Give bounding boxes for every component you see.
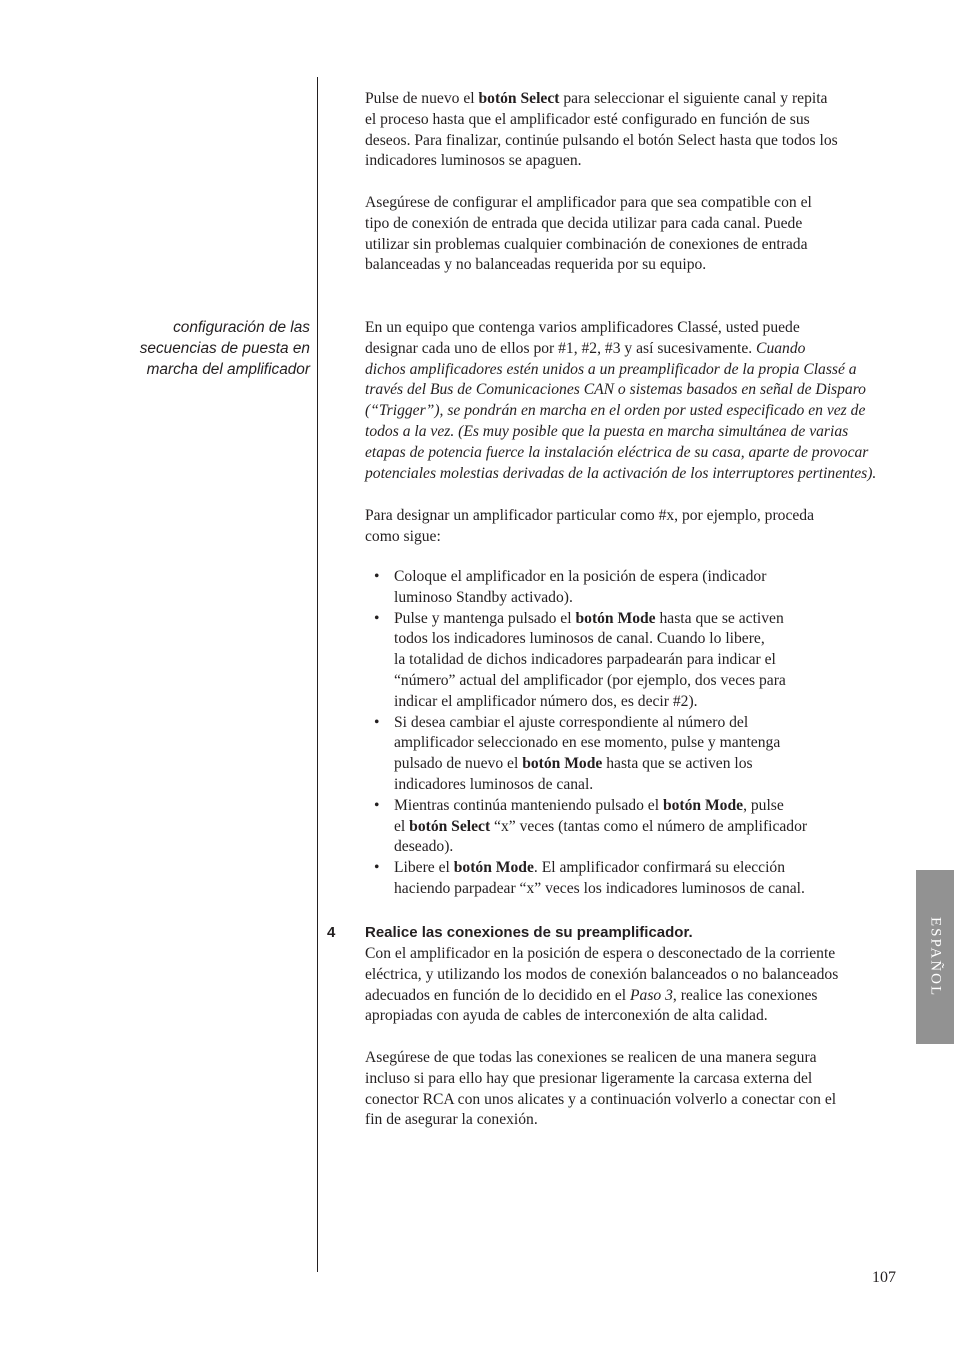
paragraph-secure-connections xyxy=(365,1048,885,1131)
text-line: Con el amplificador en la posición de espera o desconectado de la corriente xyxy=(365,945,836,962)
paragraph-connections xyxy=(365,944,885,1027)
text-run: adecuados en función de lo decidido en el xyxy=(365,986,630,1004)
bold-term: botón Select xyxy=(409,817,491,835)
text-run: hasta que se activen xyxy=(655,609,784,627)
text-line: la totalidad de dichos indicadores parpadearán para indicar el xyxy=(394,651,776,669)
list-item xyxy=(365,713,885,796)
text-line: eléctrica, y utilizando los modos de conexión balanceados o no balanceados xyxy=(365,965,839,983)
text-line: apropiadas con ayuda de cables de interconexión de alta calidad. xyxy=(365,1007,768,1025)
text-line: utilizar sin problemas cualquier combinación de conexiones de entrada xyxy=(365,235,808,253)
text-run: hasta que se activen los xyxy=(602,755,753,773)
text-run: para seleccionar el siguiente canal y repita xyxy=(559,90,828,107)
step-heading: Realice las conexiones de su preamplificador. xyxy=(365,924,693,941)
text-line xyxy=(394,817,885,838)
italic-line: través del Bus de Comunicaciones CAN o sistemas basados en señal de Disparo xyxy=(365,381,866,399)
text-run: Mientras continúa manteniendo pulsado el xyxy=(394,796,663,814)
text-line: En un equipo que contenga varios amplificadores Classé, usted puede xyxy=(365,319,800,336)
text-line: luminoso Standby activado). xyxy=(394,588,573,606)
italic-line: (“Trigger”), se pondrán en marcha en el orden por usted especificado en vez de xyxy=(365,402,866,420)
section-sidehead xyxy=(90,318,310,380)
paragraph-amplifier-numbering xyxy=(365,318,885,484)
bold-term: botón Mode xyxy=(522,755,603,773)
text-line: deseado). xyxy=(394,838,454,856)
bullet-icon: • xyxy=(374,713,380,731)
text-run: , realice las conexiones xyxy=(672,986,818,1004)
text-line xyxy=(365,986,885,1007)
text-run: . El amplificador confirmará su elección xyxy=(533,859,786,877)
text-run: Pulse de nuevo el xyxy=(365,90,479,107)
text-line: balanceadas y no balanceadas requerida por su equipo. xyxy=(365,256,707,274)
bullet-icon: • xyxy=(374,796,380,814)
bold-term: botón Mode xyxy=(453,859,534,877)
procedure-bullet-list xyxy=(365,567,885,900)
bullet-icon: • xyxy=(374,859,380,877)
list-item xyxy=(365,796,885,858)
bullet-icon: • xyxy=(374,568,380,585)
text-line: haciendo parpadear “x” veces los indicadores luminosos de canal. xyxy=(394,879,805,897)
text-line xyxy=(365,339,885,360)
text-line xyxy=(365,89,885,110)
paragraph-select-button xyxy=(365,89,885,172)
text-line: amplificador seleccionado en ese momento, pulse y mantenga xyxy=(394,734,781,752)
language-tab xyxy=(916,870,954,1044)
text-line: el proceso hasta que el amplificador esté configurado en función de sus xyxy=(365,110,810,128)
list-item xyxy=(365,858,885,900)
text-run: el xyxy=(394,817,410,835)
text-line: deseos. Para finalizar, continúe pulsando el botón Select hasta que todos los xyxy=(365,131,838,149)
text-line: indicadores luminosos se apaguen. xyxy=(365,152,582,170)
text-run: pulsado de nuevo el xyxy=(394,755,523,773)
italic-run: Cuando xyxy=(756,339,806,357)
step-number: 4 xyxy=(327,924,336,941)
language-tab-label: ESPAÑOL xyxy=(927,916,944,998)
text-line: Coloque el amplificador en la posición de espera (indicador xyxy=(394,568,767,585)
bold-term: botón Select xyxy=(478,90,560,107)
text-line: fin de asegurar la conexión. xyxy=(365,1111,538,1129)
text-line: como sigue: xyxy=(365,527,441,545)
paragraph-designate-intro xyxy=(365,506,885,548)
vertical-rule xyxy=(317,77,318,1272)
text-line: “número” actual del amplificador (por ejemplo, dos veces para xyxy=(394,671,786,689)
text-line: Si desea cambiar el ajuste correspondiente al número del xyxy=(394,713,749,731)
italic-line: etapas de potencia fuerce la instalación eléctrica de su casa, aparte de provocar xyxy=(365,443,869,461)
text-line xyxy=(394,754,885,775)
paragraph-input-compatibility xyxy=(365,193,885,276)
text-run: designar cada uno de ellos por #1, #2, #3 y así sucesivamente. xyxy=(365,339,757,357)
text-run: Pulse y mantenga pulsado el xyxy=(394,609,576,627)
text-line: conector RCA con unos alicates y a continuación volverlo a conectar con el xyxy=(365,1090,837,1108)
text-line: indicar el amplificador número dos, es decir #2). xyxy=(394,692,698,710)
italic-line: todos a la vez. (Es muy posible que la puesta en marcha simultánea de varias xyxy=(365,422,849,440)
sidehead-line: secuencias de puesta en xyxy=(139,339,310,357)
bullet-icon: • xyxy=(374,609,380,627)
sidehead-line: configuración de las xyxy=(173,319,310,336)
italic-run: Paso 3 xyxy=(630,986,673,1004)
list-item xyxy=(365,609,885,713)
text-line xyxy=(394,858,885,879)
page-number: 107 xyxy=(872,1269,896,1286)
bold-term: botón Mode xyxy=(662,796,744,814)
text-line: Asegúrese de configurar el amplificador para que sea compatible con el xyxy=(365,194,812,211)
text-line: incluso si para ello hay que presionar ligeramente la carcasa externa del xyxy=(365,1069,813,1087)
text-run: “x” veces (tantas como el número de amplificador xyxy=(490,817,808,835)
text-line: indicadores luminosos de canal. xyxy=(394,775,594,793)
sidehead-line: marcha del amplificador xyxy=(146,360,310,378)
text-line: todos los indicadores luminosos de canal. Cuando lo libere, xyxy=(394,630,765,648)
text-run: Libere el xyxy=(394,859,454,877)
text-line: tipo de conexión de entrada que decida utilizar para cada canal. Puede xyxy=(365,214,803,232)
list-item xyxy=(365,567,885,609)
italic-line: potenciales molestias derivadas de la activación de los interruptores pertinentes). xyxy=(365,464,877,482)
text-run: , pulse xyxy=(743,796,784,814)
text-line: Asegúrese de que todas las conexiones se realicen de una manera segura xyxy=(365,1049,817,1066)
text-line: Para designar un amplificador particular como #x, por ejemplo, proceda xyxy=(365,507,815,524)
text-line xyxy=(394,609,885,630)
italic-line: dichos amplificadores estén unidos a un preamplificador de la propia Classé a xyxy=(365,360,857,378)
text-line xyxy=(394,796,885,817)
bold-term: botón Mode xyxy=(575,609,656,627)
